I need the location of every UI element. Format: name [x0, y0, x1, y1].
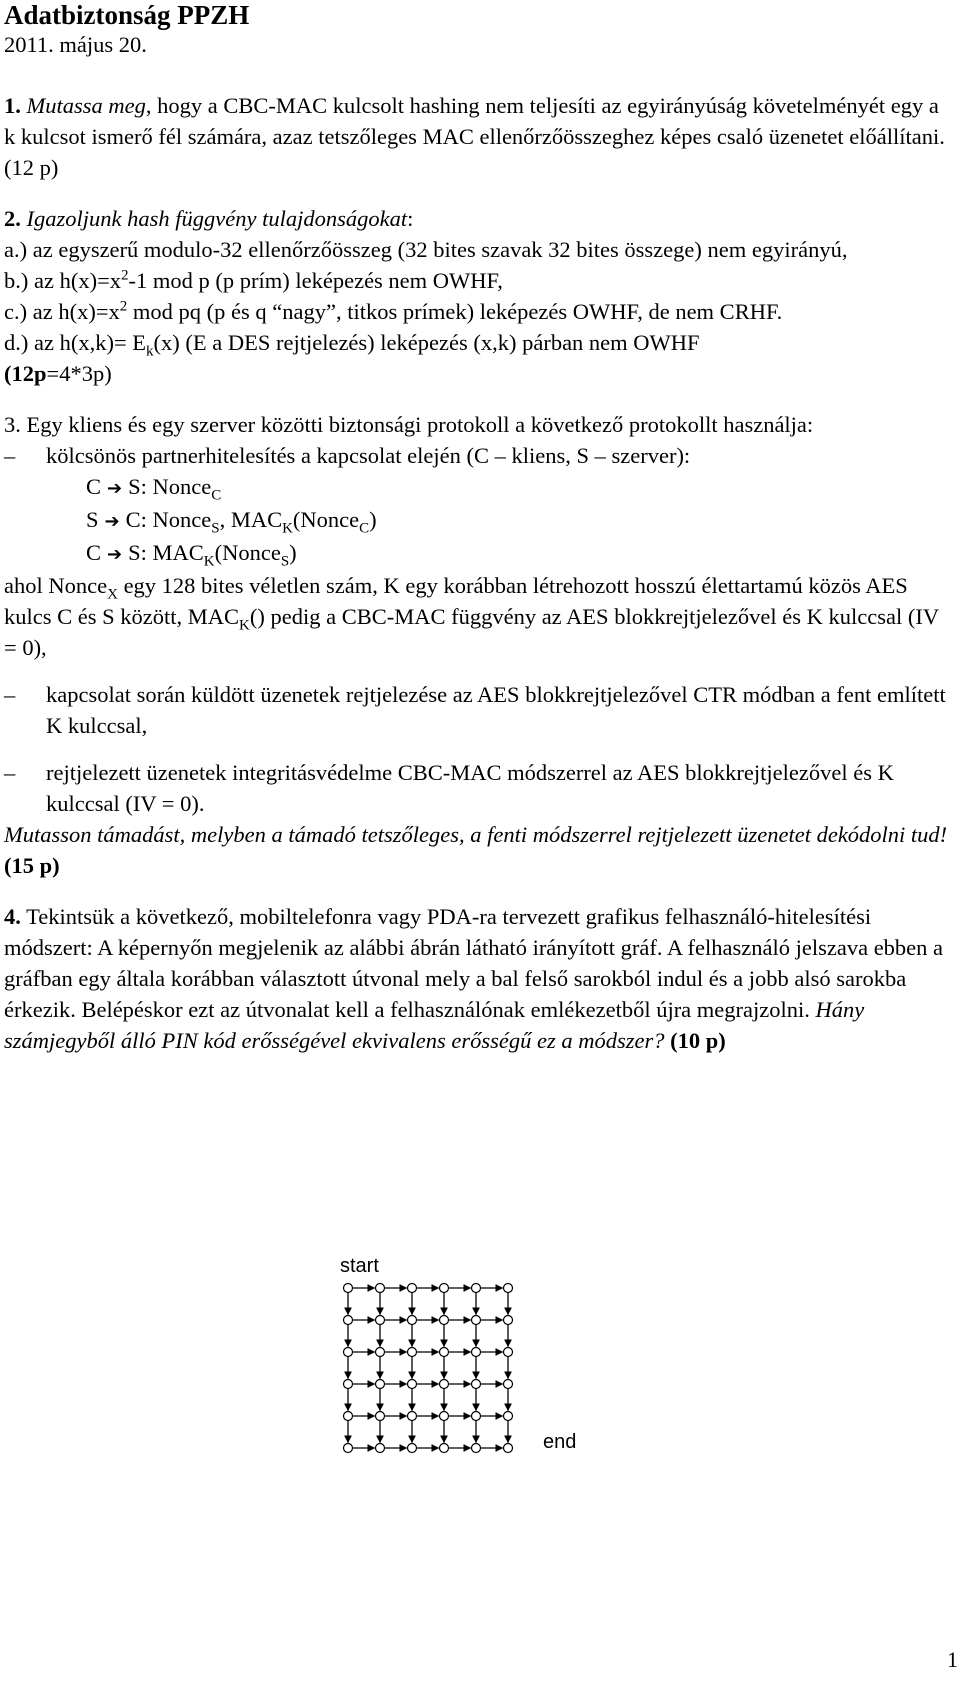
directed-grid-graph [340, 1252, 620, 1552]
exam-page [4, 0, 952, 1056]
graph-node [472, 1284, 481, 1293]
graph-node [504, 1444, 513, 1453]
q3-explanation: ahol Nonce$_X$ egy 128 bites véletlen szám, K egy korábban létrehozott hosszú élettartamú közös AES kulcs C és S között, $MAC_K()$ pedig a CBC-MAC függvény az AES blokkrejtjelezővel és K kulccsal (IV = 0), [4, 573, 939, 660]
graph-node [504, 1284, 513, 1293]
question-3-intro: 3. Egy kliens és egy szerver közötti biztonsági protokoll a következő protokollt használja: [4, 412, 814, 437]
graph-node [472, 1380, 481, 1389]
q1-text: , hogy a CBC-MAC kulcsolt hashing nem teljesíti az egyirányúság követelményét egy a k kulcsot ismerő fél számára, azaz tetszőleges MAC ellenőrzőösszeghez képes csaló üzenetet előállítani. [4, 93, 945, 149]
graph-node [440, 1412, 449, 1421]
arrow-icon: ➔ [107, 478, 123, 499]
graph-node [408, 1316, 417, 1325]
graph-node [376, 1412, 385, 1421]
graph-node [376, 1348, 385, 1357]
q3-item-2: – kapcsolat során küldött üzenetek rejtjelezése az AES blokkrejtjelezővel CTR módban a fent említett K kulccsal, [4, 682, 946, 738]
graph-node [440, 1444, 449, 1453]
page-number: 1 [947, 1647, 958, 1672]
graph-node [344, 1412, 353, 1421]
q4-number: 4. [4, 904, 21, 929]
graph-node [504, 1412, 513, 1421]
graph-node [440, 1380, 449, 1389]
graph-node [408, 1412, 417, 1421]
graph-node [376, 1380, 385, 1389]
graph-nodes [344, 1284, 513, 1453]
q1-points: (12 p) [4, 155, 59, 180]
graph-start-label: start [340, 1255, 379, 1277]
graph-node [472, 1316, 481, 1325]
graph-node [472, 1444, 481, 1453]
graph-node [440, 1316, 449, 1325]
graph-node [376, 1284, 385, 1293]
graph-node [344, 1444, 353, 1453]
graph-node [376, 1316, 385, 1325]
exam-date: 2011. május 20. [4, 32, 147, 57]
graph-node [504, 1380, 513, 1389]
graph-end-label: end [543, 1431, 577, 1453]
graph-node [344, 1348, 353, 1357]
q2-title: Igazoljunk hash függvény tulajdonságokat [26, 206, 408, 231]
graph-node [472, 1348, 481, 1357]
question-4: 4. Tekintsük a következő, mobiltelefonra vagy PDA-ra tervezett grafikus felhasználó-hitelesítési módszert: A képernyőn megjelenik az alábbi ábrán látható irányított gráf. A felhasználó jelszava ebben a gráfban egy általa korábban választott útvonal mely a bal felső sarokból indul és a jobb alsó sarokba érkezik. Belépéskor ezt az útvonalat kell a felhasználónak emlékezetből újra megrajzolni. Hány számjegyből álló PIN kód erősségével ekvivalens erősségű ez a módszer? (10 p) [4, 904, 944, 1053]
question-1 [4, 90, 952, 183]
graph-node [408, 1284, 417, 1293]
q3-task: Mutasson támadást, melyben a támadó tetszőleges, a fenti módszerrel rejtjelezett üzenetet dekódolni tud! (15 p) [4, 822, 948, 878]
q2-item-c: c.) az $h(x)=x^2$ mod pq (p és q “nagy”, titkos prímek) leképezés OWHF, de nem CRHF. [4, 298, 783, 324]
graph-node [376, 1444, 385, 1453]
protocol-step-1: C ➔ S: Nonce$_C$ [86, 474, 222, 504]
q2-item-b: b.) az $h(x)=x^2-1$ mod p (p prím) leképezés nem OWHF, [4, 267, 503, 293]
q2-number: 2. [4, 206, 21, 231]
graph-node [344, 1380, 353, 1389]
arrow-icon: ➔ [104, 511, 120, 532]
graph-node [408, 1444, 417, 1453]
graph-node [472, 1412, 481, 1421]
q3-item-3: – rejtjelezett üzenetek integritásvédelme CBC-MAC módszerrel az AES blokkrejtjelezővel és K kulccsal (IV = 0). [4, 760, 894, 816]
graph-node [408, 1348, 417, 1357]
q2-item-d: d.) az $h(x,k)= E_k(x)$ (E a DES rejtjelezés) leképezés (x,k) párban nem OWHF [4, 330, 700, 360]
q2-points: (12p=4*3p) [4, 361, 112, 386]
graph-edges [348, 1288, 508, 1448]
graph-node [344, 1316, 353, 1325]
graph-node [344, 1284, 353, 1293]
graph-node [440, 1284, 449, 1293]
q1-italic: Mutassa meg [26, 93, 146, 118]
q1-number: 1. [4, 93, 21, 118]
protocol-step-3: C ➔ S: $MAC_K(Nonce_S)$ [86, 540, 297, 570]
graph-node [504, 1316, 513, 1325]
question-2-heading: 2. Igazoljunk hash függvény tulajdonságokat: [4, 206, 414, 231]
protocol-step-2: S ➔ C: Nonce$_S$, $MAC_K(Nonce_C)$ [86, 507, 377, 537]
graph-node [440, 1348, 449, 1357]
graph-node [408, 1380, 417, 1389]
q2-item-a: a.) az egyszerű modulo-32 ellenőrzőösszeg (32 bites szavak 32 bites összege) nem egyirányú, [4, 237, 848, 262]
graph-node [504, 1348, 513, 1357]
arrow-icon: ➔ [107, 544, 123, 565]
q3-item-1: – kölcsönös partnerhitelesítés a kapcsolat elején (C – kliens, S – szerver): [4, 443, 691, 468]
exam-title: Adatbiztonság PPZH [4, 0, 250, 30]
